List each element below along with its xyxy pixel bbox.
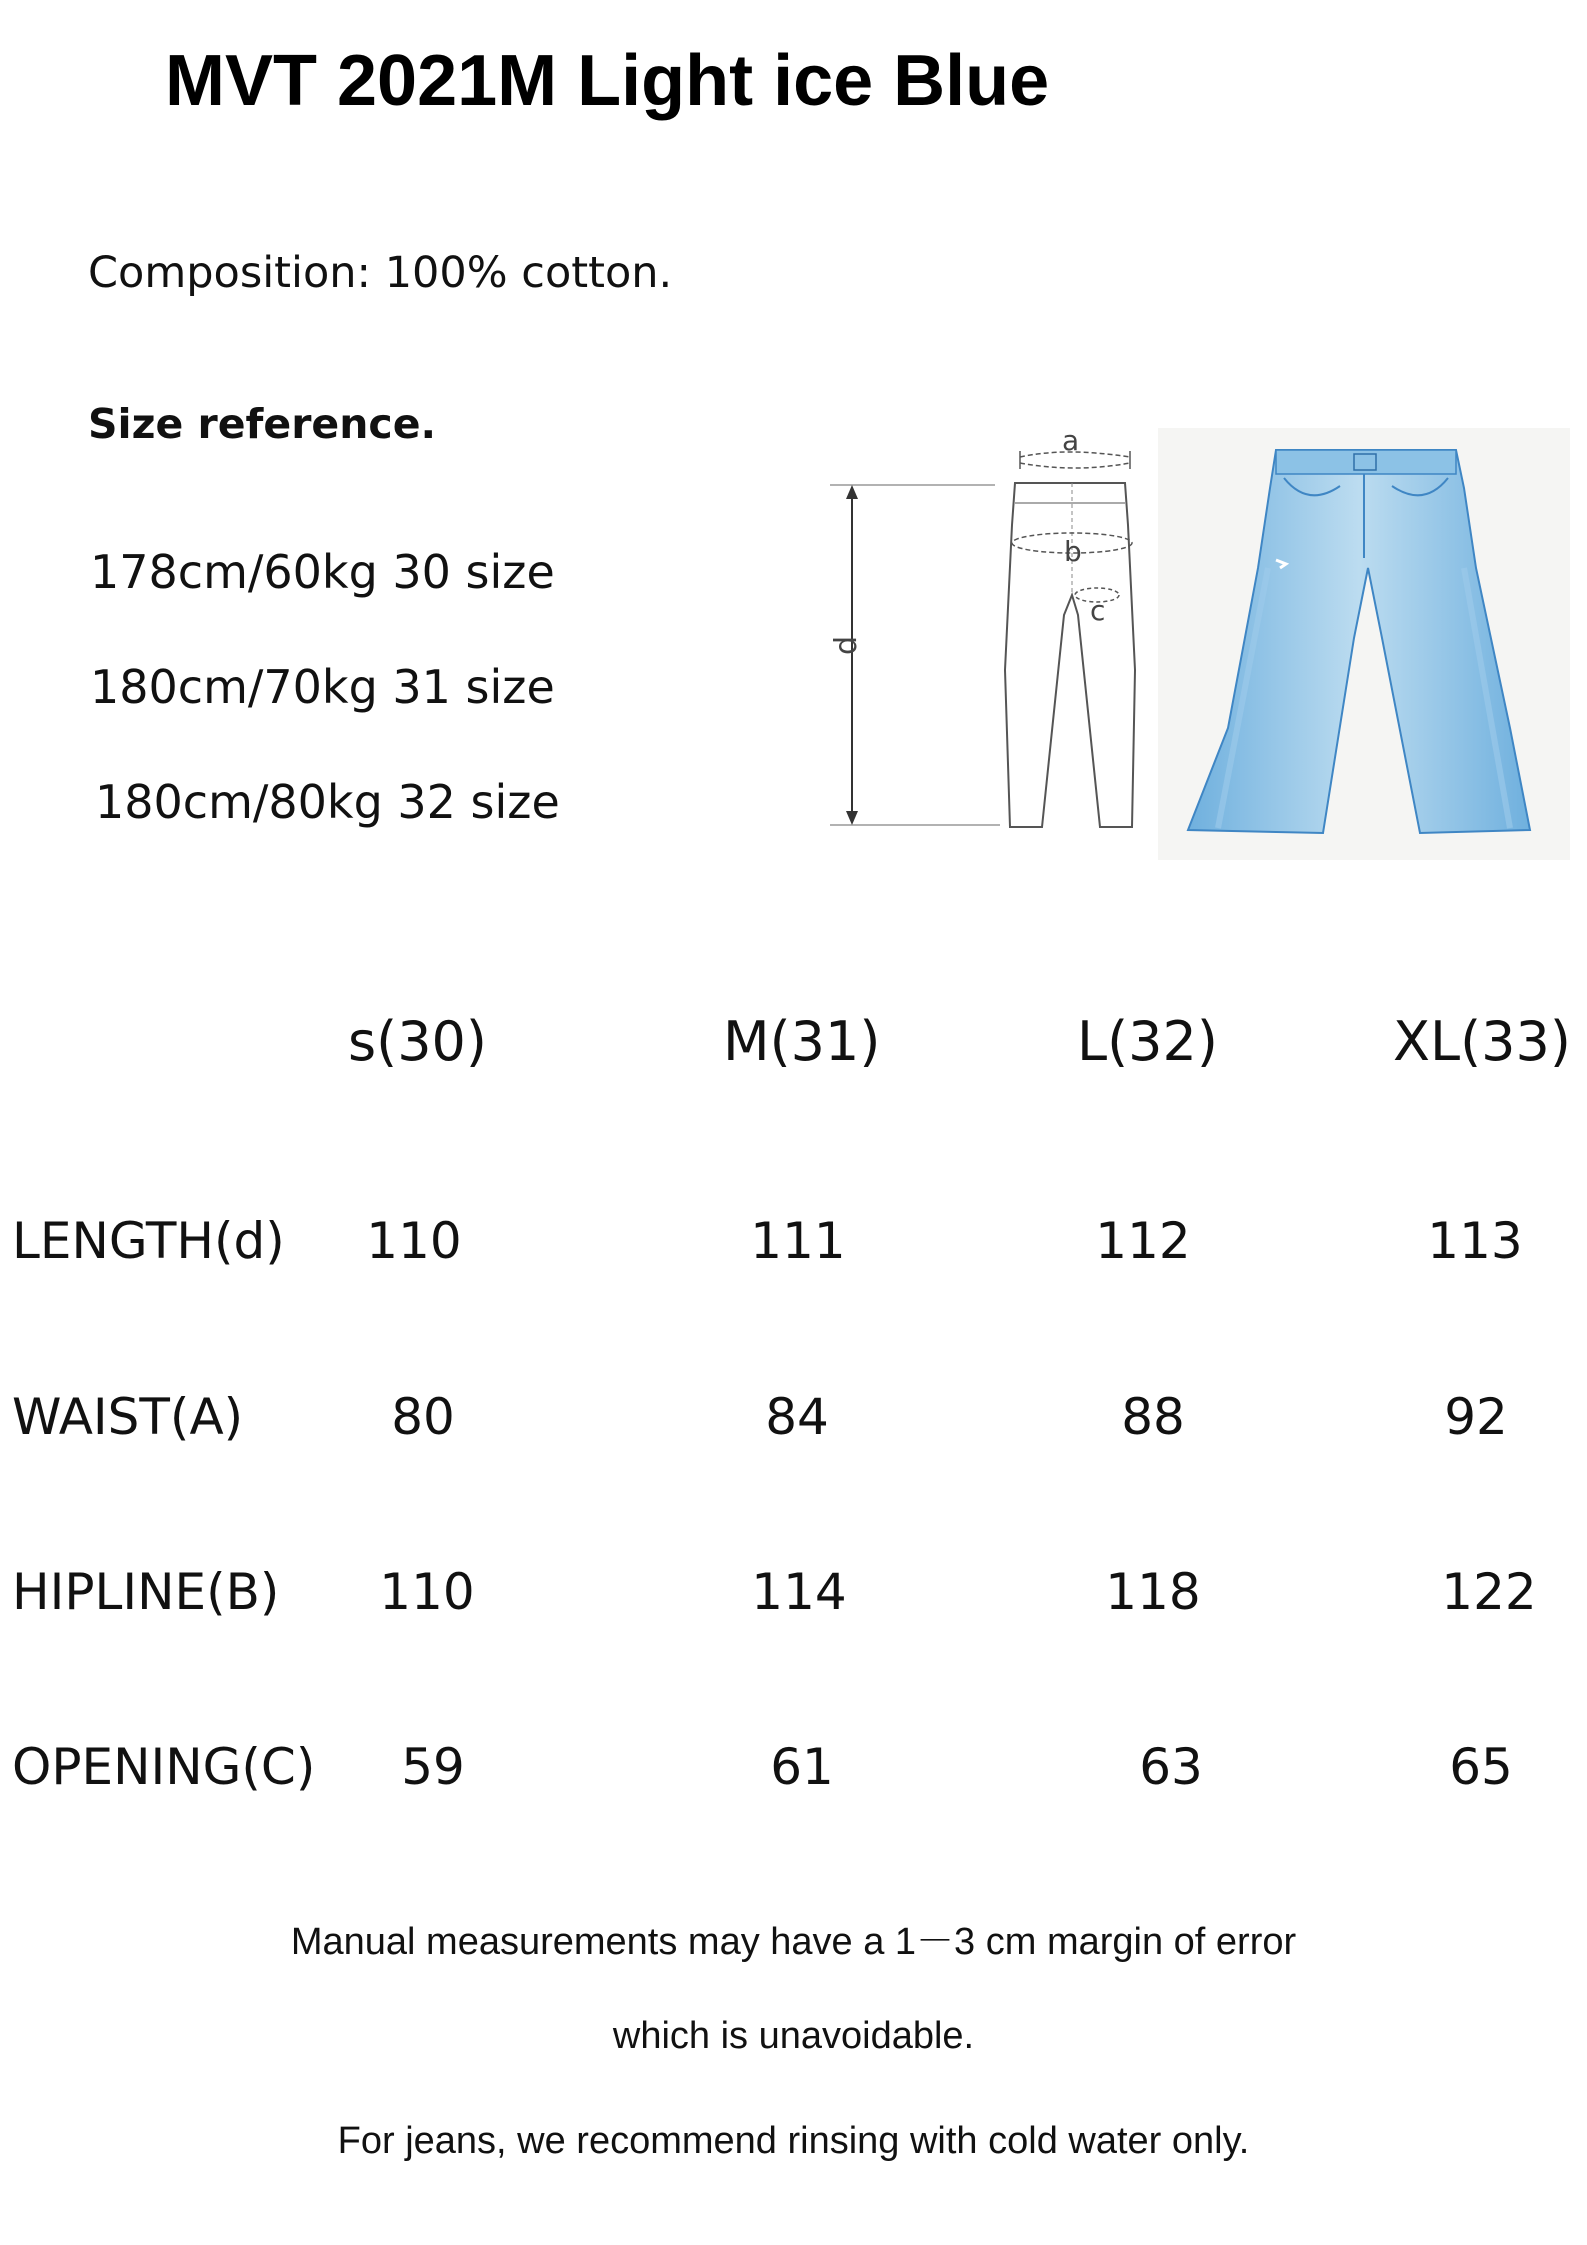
diagram-label-b: b: [1064, 535, 1082, 568]
row-label-hipline: HIPLINE(B): [12, 1563, 280, 1621]
jeans-product-image: [1158, 428, 1570, 860]
size-reference-heading: Size reference.: [88, 400, 437, 448]
table-cell: 59: [401, 1738, 465, 1796]
diagram-label-c: c: [1090, 594, 1106, 627]
row-label-opening: OPENING(C): [12, 1738, 316, 1796]
composition-text: Composition: 100% cotton.: [88, 248, 673, 298]
measurement-diagram: [820, 425, 1150, 845]
diagram-label-a: a: [1062, 425, 1080, 457]
care-instruction: For jeans, we recommend rinsing with cold water only.: [337, 2120, 1250, 2162]
page-title: MVT 2021M Light ice Blue: [165, 41, 1050, 121]
table-cell: 92: [1444, 1388, 1508, 1446]
row-label-waist: WAIST(A): [12, 1388, 244, 1446]
table-cell: 63: [1139, 1738, 1203, 1796]
table-cell: 80: [391, 1388, 455, 1446]
table-cell: 111: [750, 1212, 846, 1270]
table-cell: 61: [770, 1738, 834, 1796]
diagram-label-d: d: [829, 635, 864, 655]
size-reference-line: 178cm/60kg 30 size: [90, 545, 555, 599]
size-reference-line: 180cm/80kg 32 size: [95, 775, 560, 829]
table-cell: 110: [366, 1212, 462, 1270]
table-cell: 113: [1427, 1212, 1523, 1270]
measurement-note-continued: which is unavoidable.: [612, 2015, 975, 2057]
row-label-length: LENGTH(d): [12, 1212, 285, 1270]
size-reference-line: 180cm/70kg 31 size: [90, 660, 555, 714]
column-header-s30: s(30): [348, 1010, 487, 1073]
table-cell: 118: [1105, 1563, 1201, 1621]
table-cell: 114: [751, 1563, 847, 1621]
measurement-note: Manual measurements may have a 1－3 cm margin of error: [290, 1921, 1297, 1963]
table-cell: 122: [1441, 1563, 1537, 1621]
table-cell: 84: [765, 1388, 829, 1446]
column-header-m31: M(31): [723, 1010, 881, 1073]
table-cell: 110: [379, 1563, 475, 1621]
table-cell: 112: [1095, 1212, 1191, 1270]
table-cell: 88: [1121, 1388, 1185, 1446]
column-header-xl33: XL(33): [1393, 1010, 1571, 1073]
column-header-l32: L(32): [1077, 1010, 1218, 1073]
table-cell: 65: [1449, 1738, 1513, 1796]
